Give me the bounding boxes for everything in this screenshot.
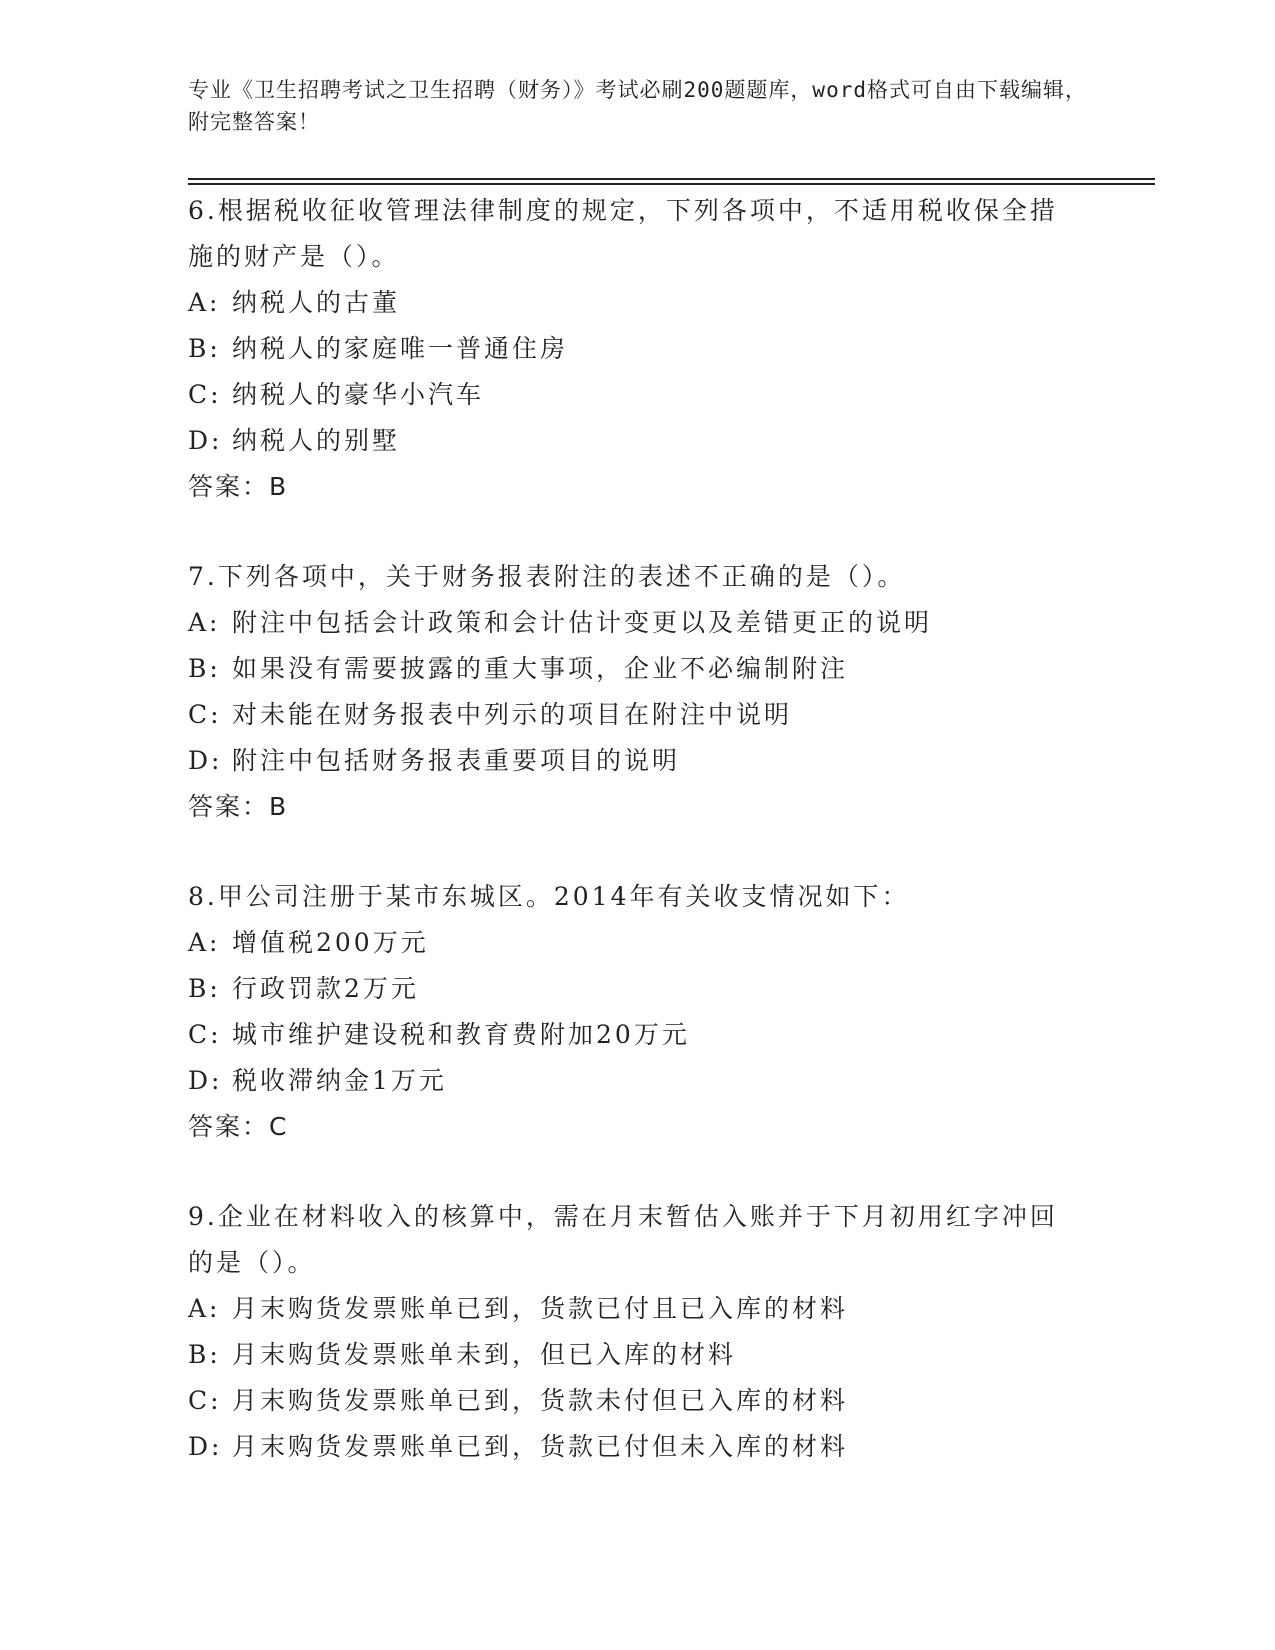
option-key: A: — [188, 288, 221, 317]
option-a — [188, 280, 1088, 326]
question-list — [188, 188, 1088, 1470]
question-stem: 7.下列各项中，关于财务报表附注的表述不正确的是（）。 — [188, 562, 906, 591]
option-key: B: — [188, 1340, 221, 1369]
question-stem: 8.甲公司注册于某市东城区。2014年有关收支情况如下： — [188, 882, 910, 911]
option-text: 行政罚款2万元 — [232, 974, 419, 1003]
option-text: 纳税人的别墅 — [232, 426, 401, 455]
question-6 — [188, 188, 1088, 510]
option-key: A: — [188, 928, 221, 957]
option-key: C: — [188, 1020, 222, 1049]
option-a — [188, 920, 1088, 966]
option-text: 如果没有需要披露的重大事项，企业不必编制附注 — [232, 654, 849, 683]
option-text: 附注中包括财务报表重要项目的说明 — [232, 746, 681, 775]
question-7 — [188, 554, 1088, 830]
option-c — [188, 692, 1088, 738]
option-key: A: — [188, 1294, 221, 1323]
option-text: 对未能在财务报表中列示的项目在附注中说明 — [232, 700, 793, 729]
option-a — [188, 600, 1088, 646]
option-d — [188, 738, 1088, 784]
option-key: D: — [188, 1432, 223, 1461]
option-text: 税收滞纳金1万元 — [232, 1066, 447, 1095]
option-text: 增值税200万元 — [232, 928, 429, 957]
option-key: B: — [188, 334, 221, 363]
option-key: D: — [188, 746, 223, 775]
option-text: 月末购货发票账单未到，但已入库的材料 — [232, 1340, 737, 1369]
question-answer: 答案：B — [188, 792, 289, 821]
question-8 — [188, 874, 1088, 1150]
question-stem: 9.企业在材料收入的核算中，需在月末暂估入账并于下月初用红字冲回的是（）。 — [188, 1202, 1058, 1277]
header-divider-bottom — [188, 183, 1155, 185]
option-key: C: — [188, 1386, 222, 1415]
option-c — [188, 1012, 1088, 1058]
option-key: A: — [188, 608, 221, 637]
question-answer: 答案：B — [188, 472, 289, 501]
option-text: 月末购货发票账单已到，货款已付但未入库的材料 — [232, 1432, 849, 1461]
question-9 — [188, 1194, 1088, 1470]
option-text: 月末购货发票账单已到，货款未付但已入库的材料 — [232, 1386, 849, 1415]
option-text: 纳税人的古董 — [232, 288, 401, 317]
option-c — [188, 1378, 1088, 1424]
option-b — [188, 1332, 1088, 1378]
option-text: 纳税人的豪华小汽车 — [232, 380, 485, 409]
option-b — [188, 646, 1088, 692]
header-divider-top — [188, 178, 1155, 180]
option-b — [188, 326, 1088, 372]
option-d — [188, 1424, 1088, 1470]
option-key: D: — [188, 426, 223, 455]
option-d — [188, 1058, 1088, 1104]
option-b — [188, 966, 1088, 1012]
option-d — [188, 418, 1088, 464]
option-a — [188, 1286, 1088, 1332]
option-key: B: — [188, 654, 221, 683]
option-key: C: — [188, 700, 222, 729]
option-key: B: — [188, 974, 221, 1003]
option-text: 纳税人的家庭唯一普通住房 — [232, 334, 569, 363]
option-c — [188, 372, 1088, 418]
document-header: 专业《卫生招聘考试之卫生招聘（财务）》考试必刷200题题库，word格式可自由下载编辑，附完整答案！ — [188, 78, 1087, 134]
option-text: 月末购货发票账单已到，货款已付且已入库的材料 — [232, 1294, 849, 1323]
option-key: D: — [188, 1066, 223, 1095]
option-text: 附注中包括会计政策和会计估计变更以及差错更正的说明 — [232, 608, 933, 637]
option-key: C: — [188, 380, 222, 409]
option-text: 城市维护建设税和教育费附加20万元 — [232, 1020, 690, 1049]
question-answer: 答案：C — [188, 1112, 289, 1141]
question-stem: 6.根据税收征收管理法律制度的规定，下列各项中，不适用税收保全措施的财产是（）。 — [188, 196, 1058, 271]
